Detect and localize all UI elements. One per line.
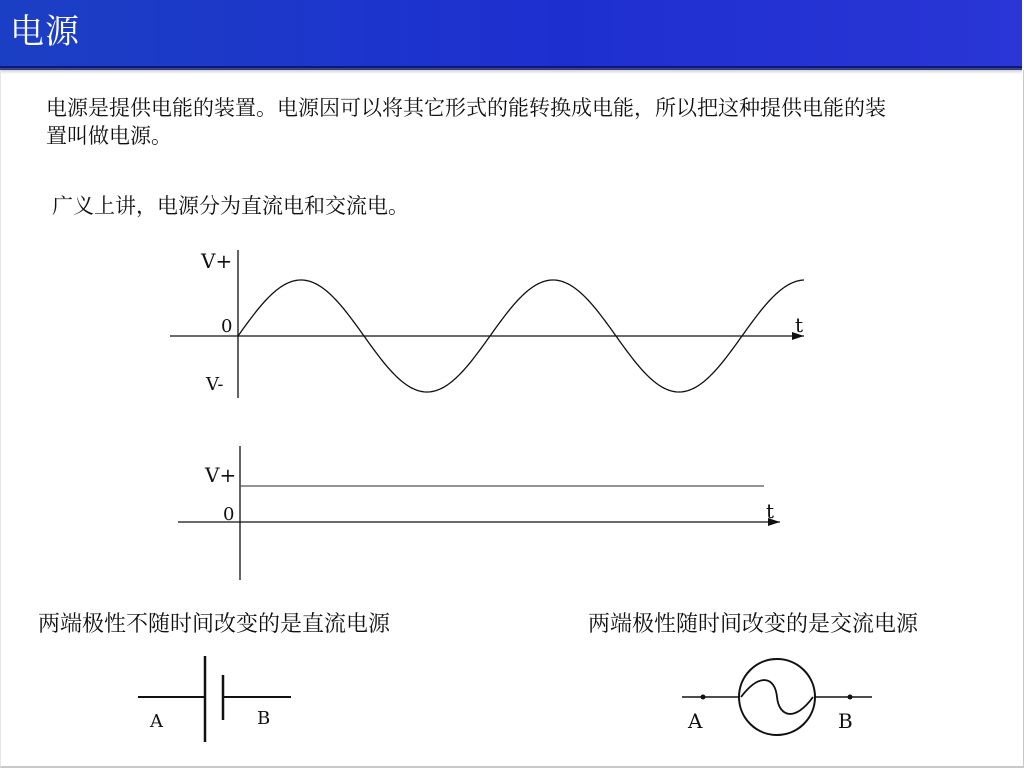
dc-caption: 两端极性不随时间改变的是直流电源 bbox=[38, 612, 391, 637]
ac-node-a bbox=[701, 695, 706, 700]
dc-terminal-b: B bbox=[257, 708, 271, 729]
ac-origin-label: 0 bbox=[221, 316, 233, 337]
dc-source-symbol bbox=[138, 656, 291, 742]
definition-paragraph: 电源是提供电能的装置。电源因可以将其它形式的能转换成电能，所以把这种提供电能的装置叫做电源。 bbox=[46, 96, 886, 148]
ac-terminal-a: A bbox=[688, 709, 703, 733]
dc-origin-label: 0 bbox=[223, 504, 235, 525]
dc-t-label: t bbox=[766, 499, 775, 523]
classification-text: 广义上讲，电源分为直流电和交流电。 bbox=[52, 194, 409, 218]
ac-caption: 两端极性随时间改变的是交流电源 bbox=[588, 612, 919, 637]
ac-terminal-b: B bbox=[838, 709, 853, 733]
ac-v-minus-label: V- bbox=[206, 374, 224, 395]
dc-v-plus-label: V+ bbox=[205, 463, 237, 487]
dc-terminal-a: A bbox=[150, 711, 163, 732]
ac-source-symbol bbox=[682, 659, 872, 735]
ac-sine-glyph bbox=[741, 680, 813, 714]
dc-graph bbox=[178, 446, 780, 580]
ac-waveform-graph bbox=[170, 249, 804, 398]
ac-node-b bbox=[848, 695, 853, 700]
ac-v-plus-label: V+ bbox=[201, 249, 233, 273]
ac-t-label: t bbox=[795, 313, 804, 337]
slide-title: 电源 bbox=[10, 12, 80, 52]
